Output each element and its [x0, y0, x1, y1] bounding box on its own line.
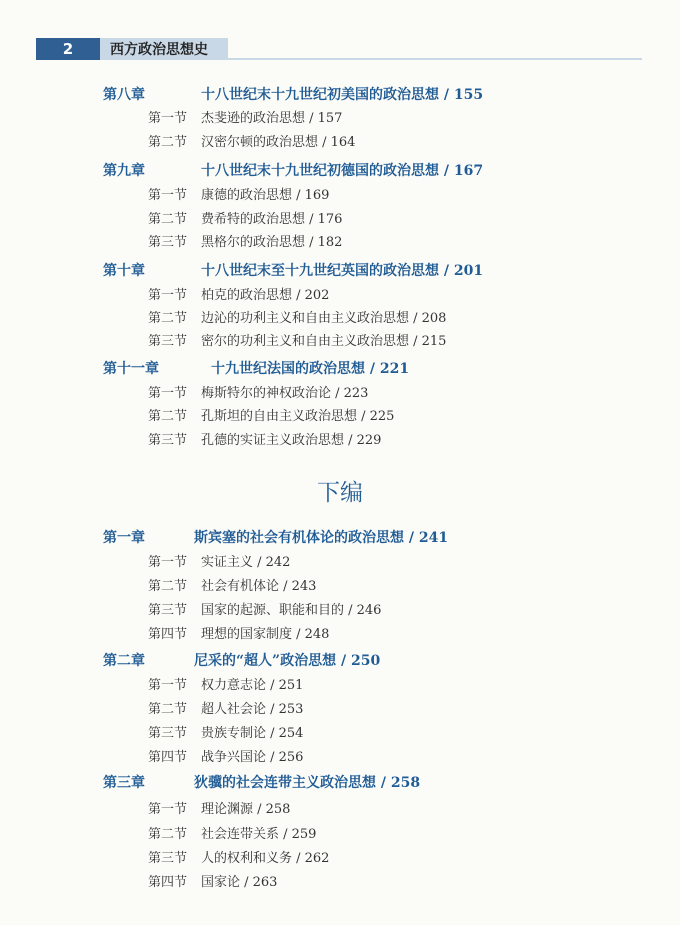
section-title[interactable]: 社会连带关系 / 259 — [201, 827, 317, 842]
section-title[interactable]: 人的权利和义务 / 262 — [201, 851, 330, 866]
section-title[interactable]: 柏克的政治思想 / 202 — [201, 288, 330, 303]
chapter-title[interactable]: 十九世纪法国的政治思想 / 221 — [211, 361, 410, 377]
section-label: 第一节 — [148, 386, 188, 401]
section-label: 第三节 — [148, 433, 188, 448]
chapter-label: 第三章 — [103, 775, 145, 791]
section-label: 第二节 — [148, 311, 188, 326]
section-label: 第三节 — [148, 235, 188, 250]
section-label: 第一节 — [148, 288, 188, 303]
chapter-label: 第一章 — [103, 530, 145, 546]
section-title[interactable]: 黑格尔的政治思想 / 182 — [201, 235, 343, 250]
section-title[interactable]: 梅斯特尔的神权政治论 / 223 — [201, 386, 369, 401]
section-title[interactable]: 孔斯坦的自由主义政治思想 / 225 — [201, 409, 395, 424]
section-label: 第三节 — [148, 603, 188, 618]
section-label: 第四节 — [148, 875, 188, 890]
section-label: 第四节 — [148, 750, 188, 765]
section-label: 第一节 — [148, 678, 188, 693]
page-header — [36, 38, 642, 60]
section-label: 第一节 — [148, 555, 188, 570]
section-title[interactable]: 国家论 / 263 — [201, 875, 278, 890]
section-label: 第一节 — [148, 802, 188, 817]
section-label: 第四节 — [148, 627, 188, 642]
section-label: 第二节 — [148, 135, 188, 150]
section-title[interactable]: 孔德的实证主义政治思想 / 229 — [201, 433, 382, 448]
header-rule — [228, 38, 642, 60]
section-label: 第三节 — [148, 851, 188, 866]
section-title[interactable]: 战争兴国论 / 256 — [201, 750, 304, 765]
chapter-title[interactable]: 十八世纪末十九世纪初美国的政治思想 / 155 — [201, 87, 484, 103]
section-title[interactable]: 费希特的政治思想 / 176 — [201, 212, 343, 227]
section-title[interactable]: 实证主义 / 242 — [201, 555, 291, 570]
chapter-title[interactable]: 尼采的“超人”政治思想 / 250 — [194, 653, 381, 669]
section-title[interactable]: 理想的国家制度 / 248 — [201, 627, 330, 642]
chapter-title[interactable]: 斯宾塞的社会有机体论的政治思想 / 241 — [194, 530, 449, 546]
section-label: 第二节 — [148, 702, 188, 717]
section-label: 第一节 — [148, 188, 188, 203]
chapter-label: 第二章 — [103, 653, 145, 669]
section-title[interactable]: 康德的政治思想 / 169 — [201, 188, 330, 203]
section-title[interactable]: 国家的起源、职能和目的 / 246 — [201, 603, 382, 618]
chapter-label: 第十章 — [103, 263, 145, 279]
chapter-label: 第十一章 — [103, 361, 159, 377]
section-label: 第三节 — [148, 334, 188, 349]
section-title[interactable]: 贵族专制论 / 254 — [201, 726, 304, 741]
section-title[interactable]: 权力意志论 / 251 — [201, 678, 304, 693]
book-title: 西方政治思想史 — [100, 38, 228, 60]
section-label: 第二节 — [148, 212, 188, 227]
chapter-label: 第九章 — [103, 163, 145, 179]
section-title[interactable]: 边沁的功利主义和自由主义政治思想 / 208 — [201, 311, 447, 326]
part-title: 下编 — [317, 480, 363, 506]
chapter-title[interactable]: 十八世纪末至十九世纪英国的政治思想 / 201 — [201, 263, 484, 279]
chapter-title[interactable]: 十八世纪末十九世纪初德国的政治思想 / 167 — [201, 163, 484, 179]
section-title[interactable]: 密尔的功利主义和自由主义政治思想 / 215 — [201, 334, 447, 349]
section-label: 第二节 — [148, 579, 188, 594]
section-title[interactable]: 超人社会论 / 253 — [201, 702, 304, 717]
section-title[interactable]: 杰斐逊的政治思想 / 157 — [201, 111, 343, 126]
section-label: 第三节 — [148, 726, 188, 741]
section-title[interactable]: 汉密尔顿的政治思想 / 164 — [201, 135, 356, 150]
chapter-label: 第八章 — [103, 87, 145, 103]
page-number: 2 — [36, 38, 100, 60]
section-label: 第二节 — [148, 827, 188, 842]
section-title[interactable]: 理论渊源 / 258 — [201, 802, 291, 817]
section-label: 第二节 — [148, 409, 188, 424]
chapter-title[interactable]: 狄骥的社会连带主义政治思想 / 258 — [194, 775, 421, 791]
section-title[interactable]: 社会有机体论 / 243 — [201, 579, 317, 594]
section-label: 第一节 — [148, 111, 188, 126]
